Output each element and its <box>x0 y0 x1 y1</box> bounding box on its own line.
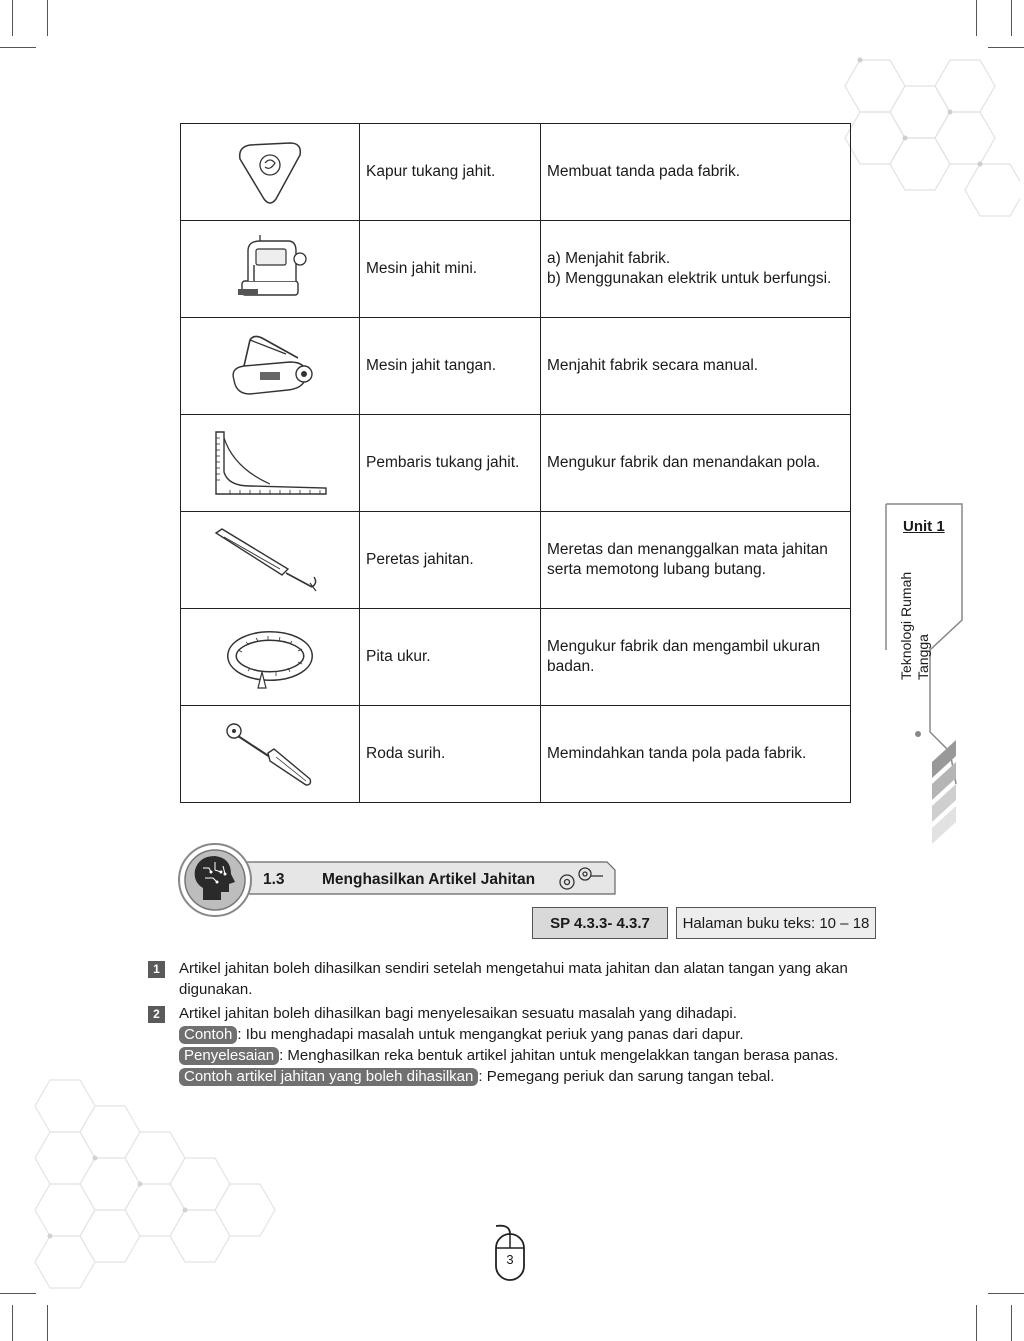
tool-function-b: b) Menggunakan elektrik untuk berfungsi. <box>547 270 832 287</box>
crop-mark <box>47 0 48 36</box>
mini-sewing-machine-icon <box>230 231 310 307</box>
crop-mark <box>0 47 36 48</box>
tool-image-cell <box>181 512 360 609</box>
crop-mark <box>1011 1305 1012 1341</box>
table-row <box>181 124 851 221</box>
tool-image-cell <box>181 609 360 706</box>
artikel-label: Contoh artikel jahitan yang boleh dihasilkan <box>179 1068 478 1086</box>
contoh-label: Contoh <box>179 1026 237 1044</box>
unit-subject-line1: Teknologi Rumah <box>898 571 914 680</box>
tool-function <box>541 221 851 318</box>
tool-image-cell <box>181 415 360 512</box>
point-1-line2: digunakan. <box>179 981 253 998</box>
sp-code-box: SP 4.3.3- 4.3.7 <box>532 907 668 939</box>
hand-sewing-machine-icon <box>220 328 320 404</box>
tool-function: Membuat tanda pada fabrik. <box>541 124 851 221</box>
table-row <box>181 609 851 706</box>
point-number-badge: 1 <box>148 961 165 978</box>
unit-subject <box>898 530 932 680</box>
section-title: Menghasilkan Artikel Jahitan <box>322 871 536 888</box>
crop-mark <box>47 1305 48 1341</box>
crop-mark <box>988 1293 1024 1294</box>
penyelesaian-label: Penyelesaian <box>179 1047 279 1065</box>
crop-mark <box>988 47 1024 48</box>
tool-name: Mesin jahit tangan. <box>360 318 541 415</box>
tool-name: Roda surih. <box>360 706 541 803</box>
tool-function: Mengukur fabrik dan mengambil ukuran badan. <box>541 609 851 706</box>
tool-image-cell <box>181 318 360 415</box>
artikel-line <box>179 1066 774 1087</box>
contoh-text: : Ibu menghadapi masalah untuk mengangkat periuk yang panas dari dapur. <box>237 1026 744 1043</box>
hexagon-pattern-bottom-left <box>30 1060 290 1300</box>
tool-function-a: a) Menjahit fabrik. <box>547 250 671 267</box>
measuring-tape-icon <box>222 622 318 692</box>
tool-function: Meretas dan menanggalkan mata jahitan serta memotong lubang butang. <box>541 512 851 609</box>
tool-name: Kapur tukang jahit. <box>360 124 541 221</box>
crop-mark <box>1011 0 1012 36</box>
unit-subject-line2: Tangga <box>915 634 931 680</box>
point-1-text <box>179 958 879 1000</box>
table-row <box>181 415 851 512</box>
crop-mark <box>12 1305 13 1341</box>
crop-mark <box>12 0 13 36</box>
point-2-line1: Artikel jahitan boleh dihasilkan bagi menyelesaikan sesuatu masalah yang dihadapi. <box>179 1005 737 1022</box>
point-number-badge: 2 <box>148 1006 165 1023</box>
tracing-wheel-icon <box>220 719 320 789</box>
tailor-chalk-icon <box>230 137 310 207</box>
table-row <box>181 221 851 318</box>
tool-name: Pita ukur. <box>360 609 541 706</box>
point-1-line1: Artikel jahitan boleh dihasilkan sendiri setelah mengetahui mata jahitan dan alatan tangan yang akan <box>179 960 848 977</box>
tool-name: Peretas jahitan. <box>360 512 541 609</box>
textbook-page-box: Halaman buku teks: 10 – 18 <box>676 907 876 939</box>
tool-function: Mengukur fabrik dan menandakan pola. <box>541 415 851 512</box>
unit-label: Unit 1 <box>903 518 945 535</box>
crop-mark <box>976 0 977 36</box>
tool-function: Menjahit fabrik secara manual. <box>541 318 851 415</box>
table-row <box>181 512 851 609</box>
seam-ripper-icon <box>210 525 330 595</box>
penyelesaian-text: : Menghasilkan reka bentuk artikel jahitan untuk mengelakkan tangan berasa panas. <box>279 1047 839 1064</box>
tool-name: Mesin jahit mini. <box>360 221 541 318</box>
tool-image-cell <box>181 221 360 318</box>
table-row <box>181 706 851 803</box>
section-number: 1.3 <box>263 871 285 888</box>
crop-mark <box>976 1305 977 1341</box>
tool-function: Memindahkan tanda pola pada fabrik. <box>541 706 851 803</box>
tailor-ruler-icon <box>210 428 330 498</box>
table-row <box>181 318 851 415</box>
penyelesaian-line <box>179 1045 839 1066</box>
tool-image-cell <box>181 124 360 221</box>
tools-table <box>180 123 851 803</box>
crop-mark <box>0 1293 36 1294</box>
tool-name: Pembaris tukang jahit. <box>360 415 541 512</box>
contoh-line <box>179 1024 744 1045</box>
tool-image-cell <box>181 706 360 803</box>
artikel-text: : Pemegang periuk dan sarung tangan tebal. <box>478 1068 775 1085</box>
page-number: 3 <box>506 1252 514 1267</box>
